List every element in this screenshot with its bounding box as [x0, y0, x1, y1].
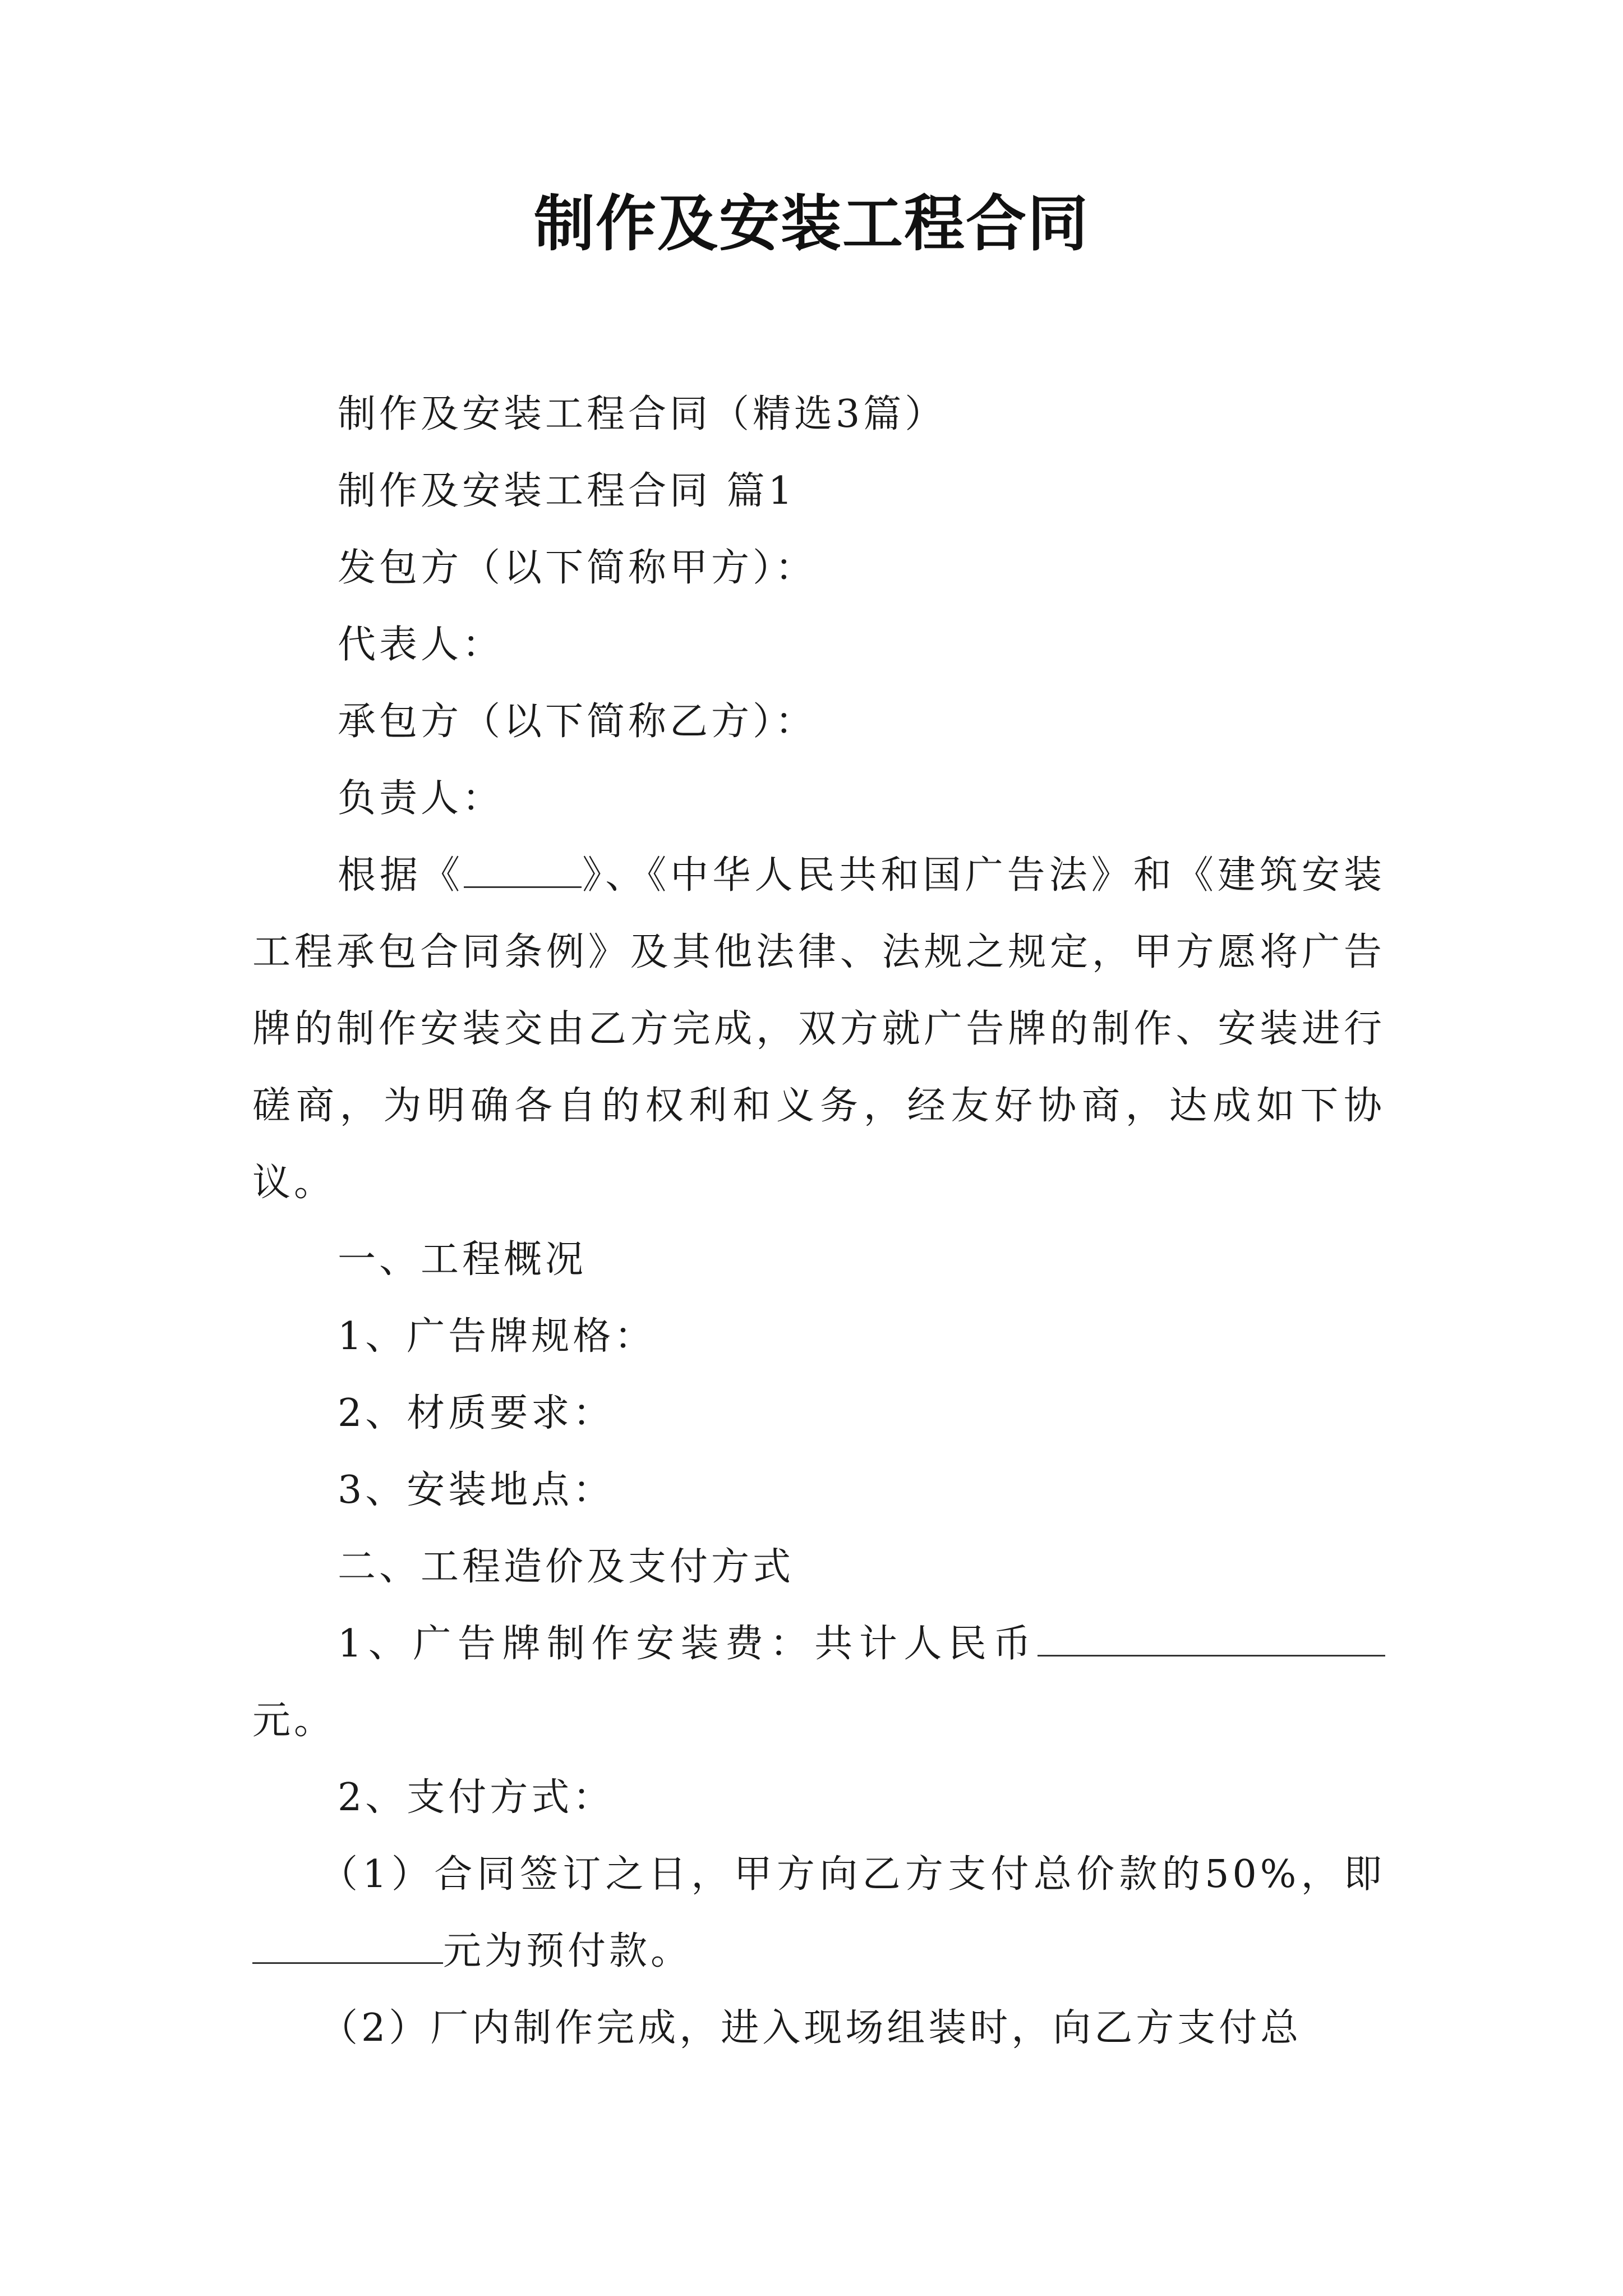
subtitle: 制作及安装工程合同（精选3篇） — [338, 392, 947, 436]
party-b: 承包方（以下简称乙方）： — [338, 700, 817, 744]
section-1-item-1: 1、广告牌规格： — [338, 1314, 656, 1359]
fee-label: 1、广告牌制作安装费：共计人民币 — [338, 1622, 1038, 1666]
section-2-heading: 二、工程造价及支付方式 — [338, 1545, 795, 1589]
payment-term-1-text: （1）合同签订之日，甲方向乙方支付总价款的50%，即 — [320, 1852, 1385, 1897]
preamble-rest: 》、《中华人民共和国广告法》和《建筑安装工程承包合同条例》及其他法律、法规之规定，甲方愿将广告牌的制作安装交由乙方完成，双方就广告牌的制作、安装进行磋商，为明确各自的权利和义务，经友好协商，达成如下协议。 — [252, 853, 1385, 1205]
party-b-representative: 负责人： — [338, 776, 504, 821]
payment-term-2: （2）厂内制作完成，进入现场组装时，向乙方支付总 — [320, 2006, 1302, 2050]
section-1-item-3: 3、安装地点： — [338, 1468, 615, 1512]
section-1-heading: 一、工程概况 — [338, 1237, 587, 1282]
party-a: 发包方（以下简称甲方）： — [338, 546, 817, 590]
law-name-blank — [464, 853, 582, 888]
section-heading: 制作及安装工程合同 篇1 — [338, 469, 796, 513]
fee-amount-blank — [1038, 1621, 1385, 1657]
preamble-start: 根据《 — [338, 853, 464, 898]
document-title: 制作及安装工程合同 — [533, 189, 1089, 259]
fee-unit: 元。 — [252, 1699, 336, 1743]
section-2-item-2: 2、支付方式： — [338, 1775, 615, 1820]
payment-term-1 — [252, 1836, 1385, 1990]
party-a-representative: 代表人： — [338, 623, 504, 667]
prepayment-amount-blank — [252, 1929, 443, 1964]
section-2-item-1 — [252, 1605, 1385, 1759]
preamble-paragraph — [252, 837, 1385, 1221]
document-body — [252, 376, 1385, 2067]
payment-term-1-end: 元为预付款。 — [443, 1929, 693, 1973]
section-1-item-2: 2、材质要求： — [338, 1391, 615, 1435]
